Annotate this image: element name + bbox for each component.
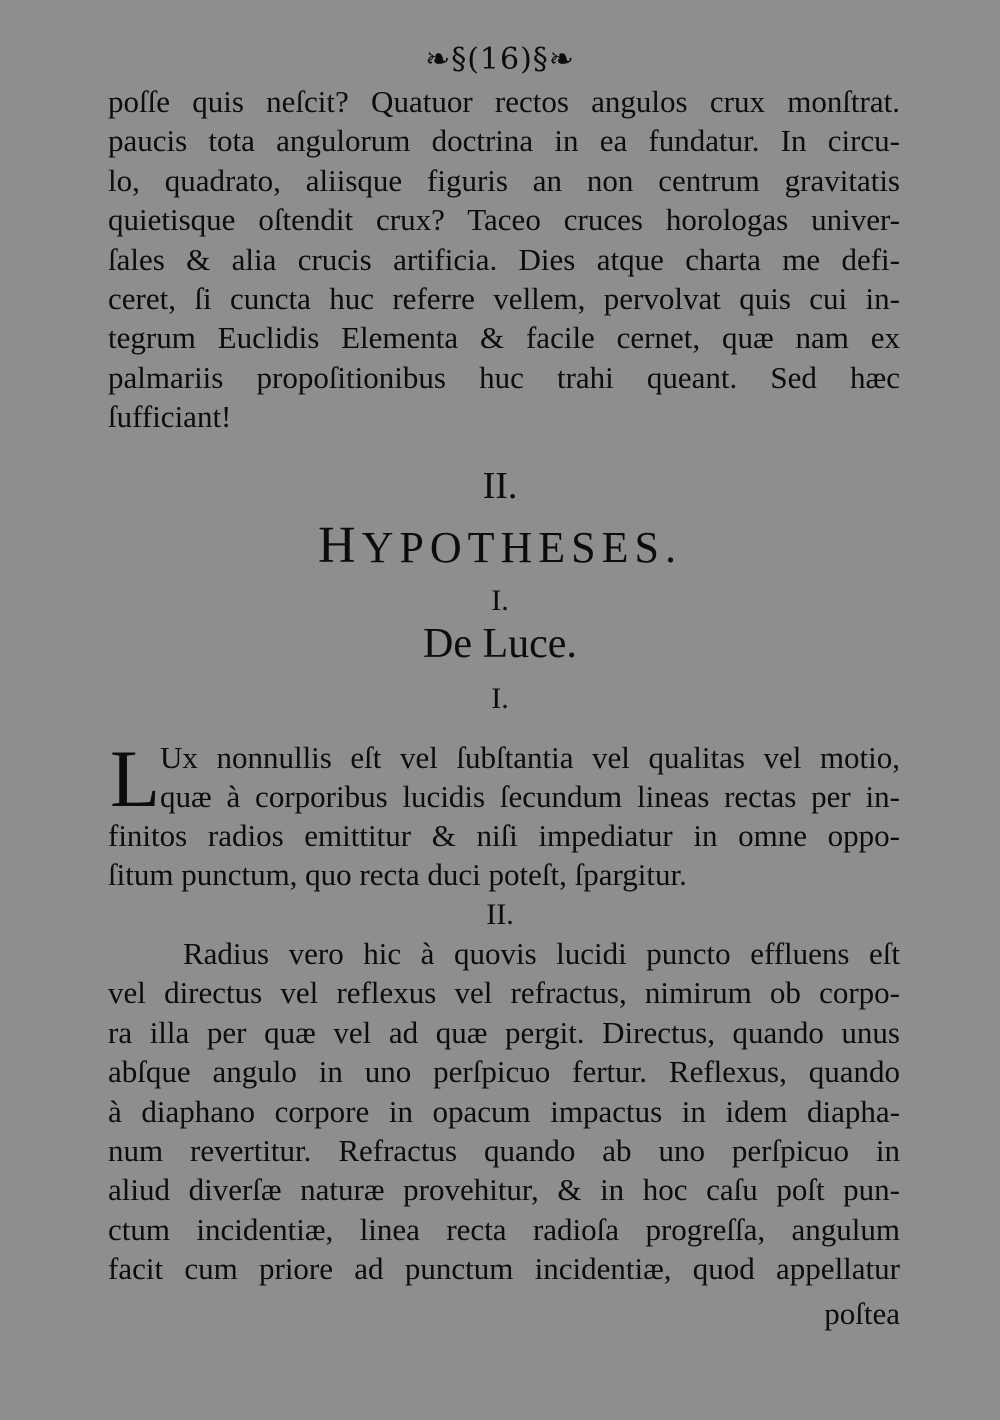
article-number: II.: [486, 898, 514, 931]
text-line: quæ à corporibus lucidis ſecundum lineas rectas per in-: [160, 779, 900, 815]
text-line: paucis tota angulorum doctrina in ea fundatur. In circu-: [108, 123, 900, 159]
text-line: ſufficiant!: [108, 399, 232, 435]
section-number: II.: [482, 465, 518, 507]
article-number: I.: [491, 682, 509, 715]
text-line: lo, quadrato, aliisque figuris an non centrum gravitatis: [108, 162, 900, 198]
article-2-paragraph: [108, 934, 900, 1289]
section-title: [0, 516, 1000, 575]
text-line: finitos radios emittitur & niſi impediatur in omne oppo-: [108, 818, 900, 853]
text-line: Radius vero hic à quovis lucidi puncto effluens eſt: [183, 936, 900, 971]
text-line: quietisque oſtendit crux? Taceo cruces horologas univer-: [108, 202, 900, 238]
subsection-number: I.: [491, 584, 509, 617]
text-line: ctum incidentiæ, linea recta radioſa progreſſa, angulum: [108, 1211, 900, 1247]
paragraph-top: [108, 82, 900, 437]
text-line: Ux nonnullis eſt vel ſubſtantia vel qualitas vel motio,: [160, 740, 900, 775]
text-line: poſſe quis neſcit? Quatuor rectos angulos crux monſtrat.: [108, 84, 900, 119]
section-title-rest: YPOTHESES.: [361, 523, 682, 572]
text-line: ſales & alia crucis artificia. Dies atque charta me defi-: [108, 241, 900, 277]
text-line: à diaphano corpore in opacum impactus in idem diapha-: [108, 1093, 900, 1129]
drop-cap-letter: L: [110, 733, 161, 824]
text-line: aliud diverſæ naturæ provehitur, & in hoc caſu poſt pun-: [108, 1172, 900, 1208]
text-line: palmariis propoſitionibus huc trahi queant. Sed hæc: [108, 359, 900, 395]
text-line: abſque angulo in uno perſpicuo fertur. Reflexus, quando: [108, 1054, 900, 1090]
text-line: vel directus vel reflexus vel refractus, nimirum ob corpo-: [108, 975, 900, 1011]
catchword: poſtea: [824, 1296, 900, 1331]
subsection-title: De Luce.: [423, 621, 577, 667]
text-line: facit cum priore ad punctum incidentiæ, quod appellatur: [108, 1251, 900, 1287]
article-1-paragraph-cont: [108, 816, 900, 895]
text-line: tegrum Euclidis Elementa & facile cernet, quæ nam ex: [108, 320, 900, 356]
text-line: ſitum punctum, quo recta duci poteſt, ſpargitur.: [108, 857, 687, 893]
text-line: ceret, ſi cuncta huc referre vellem, pervolvat quis cui in-: [108, 281, 900, 317]
section-title-initial: H: [318, 517, 362, 574]
text-line: num revertitur. Refractus quando ab uno perſpicuo in: [108, 1133, 900, 1169]
article-1-paragraph: [160, 738, 900, 817]
text-line: ra illa per quæ vel ad quæ pergit. Directus, quando unus: [108, 1014, 900, 1050]
page-number-header: ❧§(16)§❧: [425, 42, 575, 77]
